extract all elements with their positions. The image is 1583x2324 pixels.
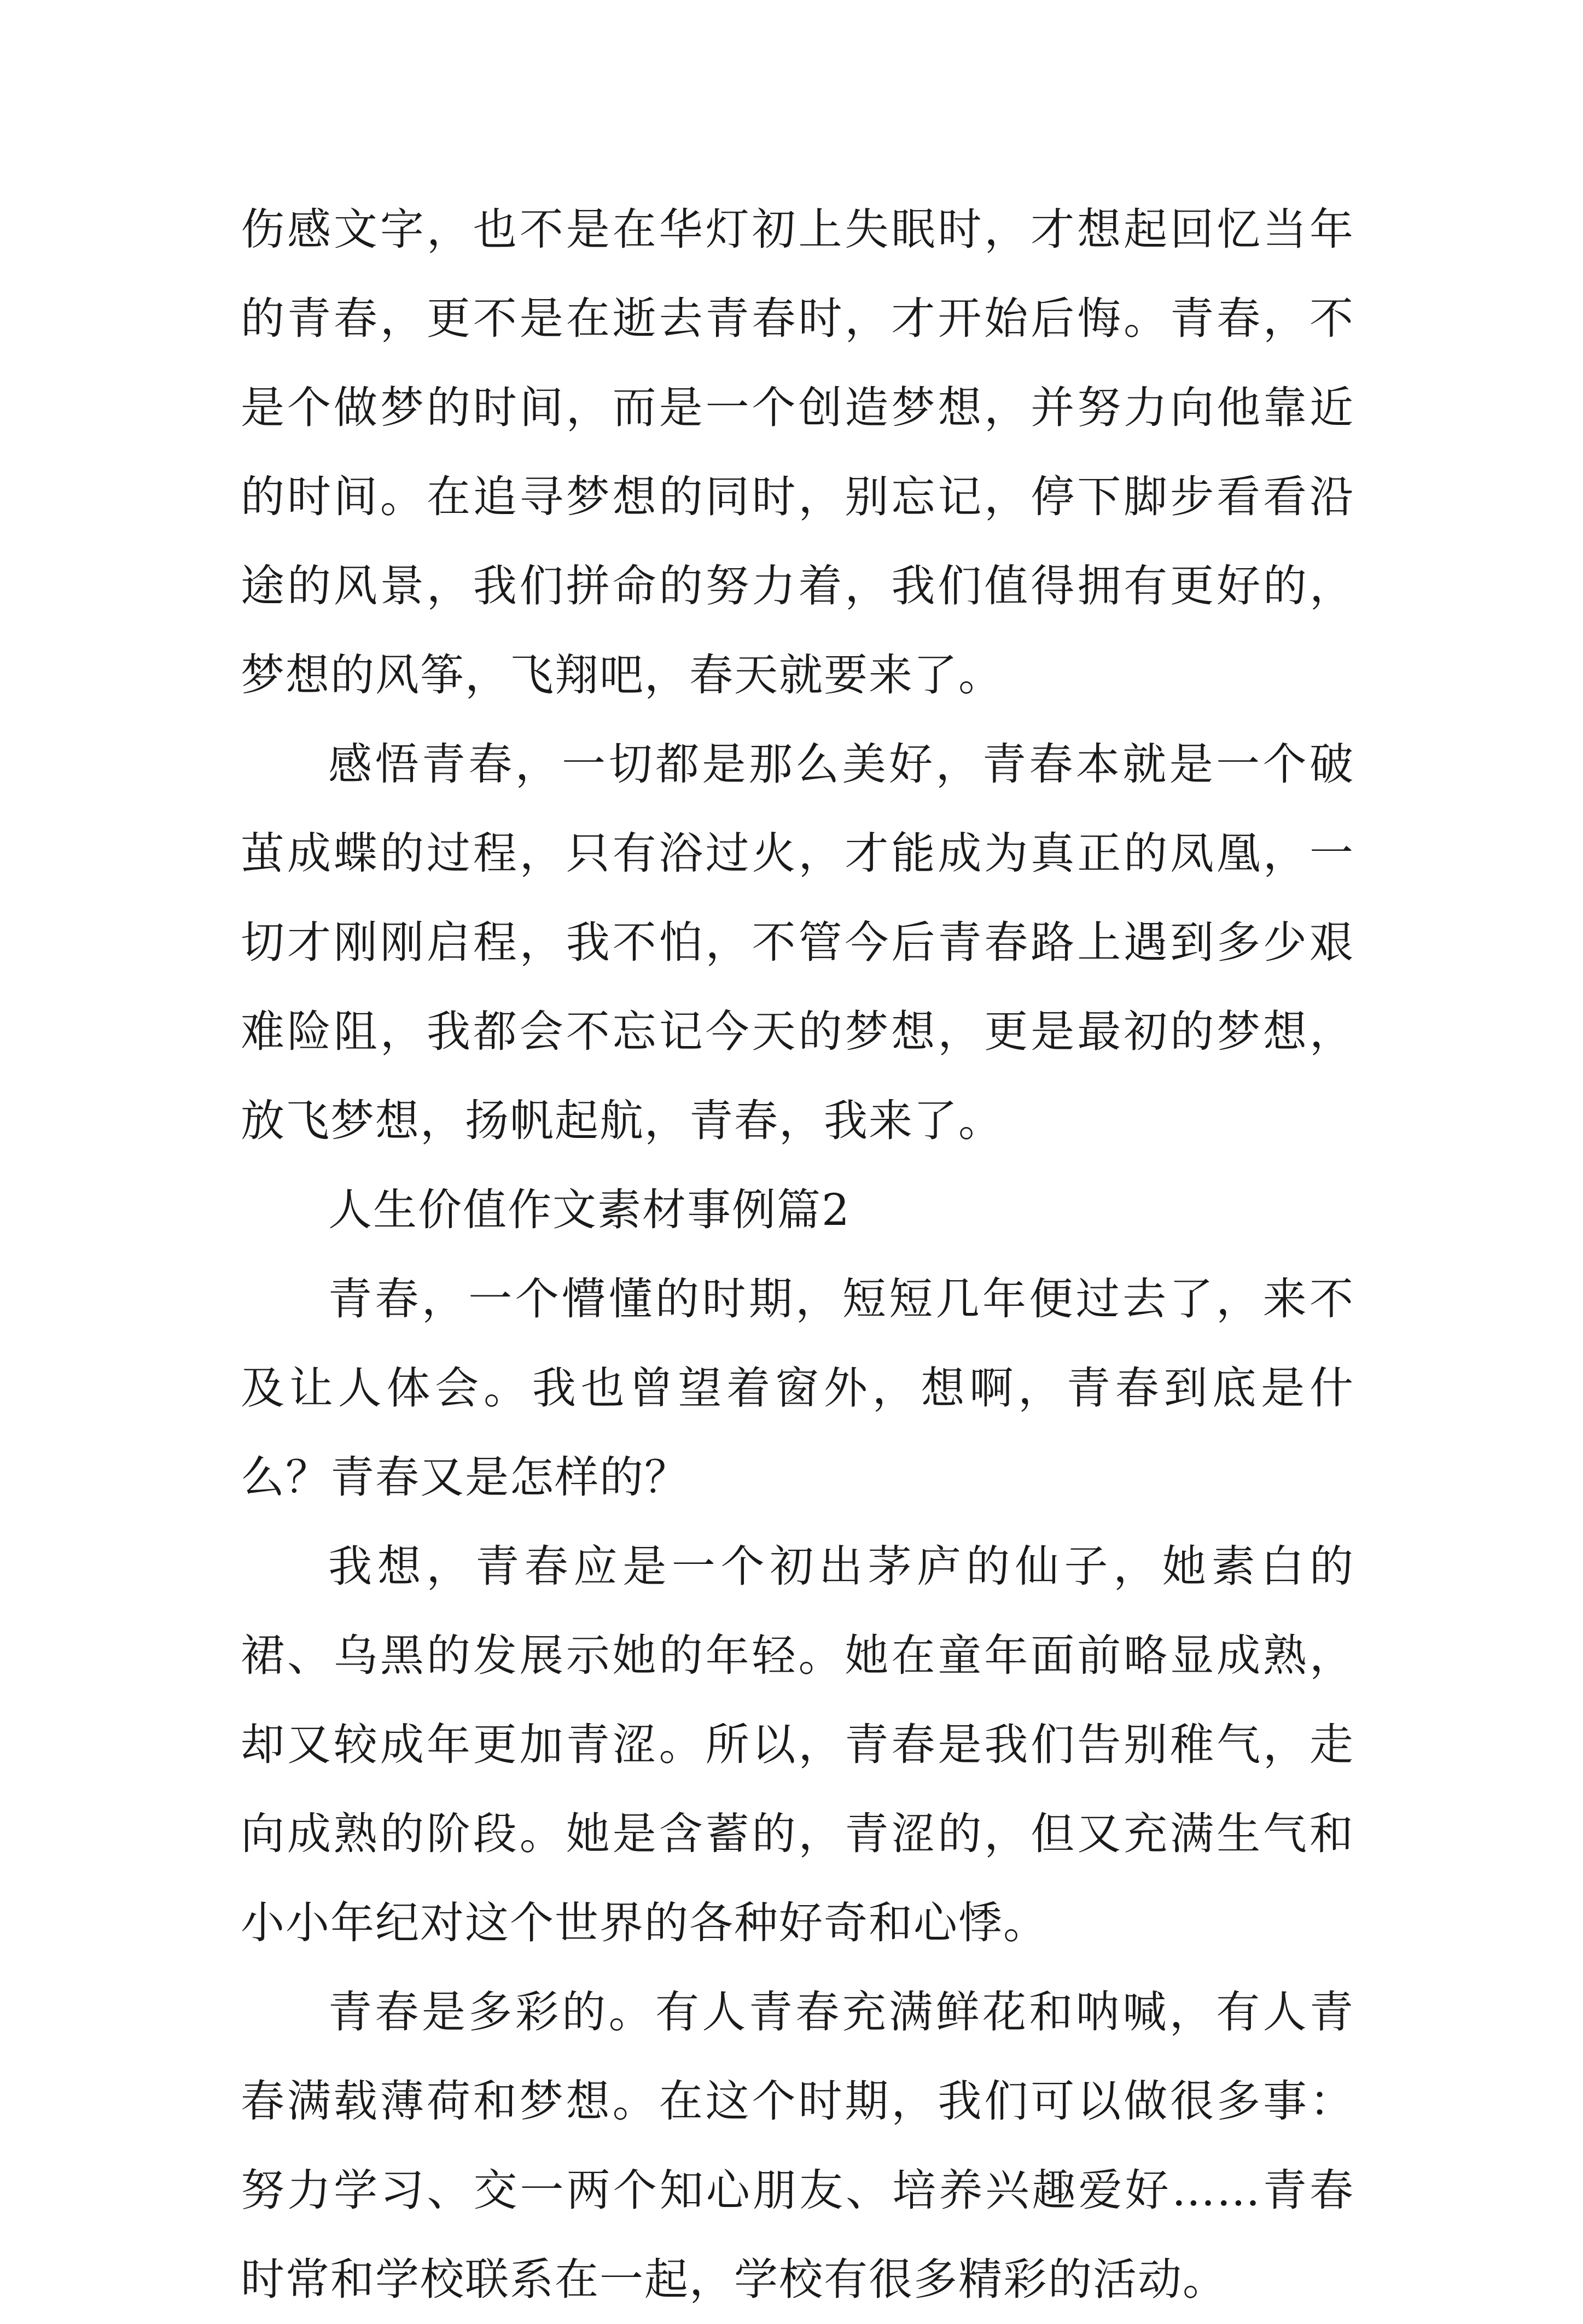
section-heading: 人生价值作文素材事例篇2	[328, 1184, 851, 1235]
paragraph-youth-question: 青春，一个懵懂的时期，短短几年便过去了，来不及让人体会。我也曾望着窗外，想啊，青春到底是什么？青春又是怎样的？	[241, 1274, 1354, 1503]
paragraph-youth-colorful: 青春是多彩的。有人青春充满鲜花和呐喊，有人青春满载薄荷和梦想。在这个时期，我们可以做很多事：努力学习、交一两个知心朋友、培养兴趣爱好……青春时常和学校联系在一起，学校有很多精彩的活动。	[241, 1987, 1354, 2305]
paragraph-continuation: 伤感文字，也不是在华灯初上失眠时，才想起回忆当年的青春，更不是在逝去青春时，才开始后悔。青春，不是个做梦的时间，而是一个创造梦想，并努力向他靠近的时间。在追寻梦想的同时，别忘记，停下脚步看看沿途的风景，我们拼命的努力着，我们值得拥有更好的，梦想的风筝，飞翔吧，春天就要来了。	[241, 204, 1354, 700]
paragraph-youth-reflection: 感悟青春，一切都是那么美好，青春本就是一个破茧成蝶的过程，只有浴过火，才能成为真正的凤凰，一切才刚刚启程，我不怕，不管今后青春路上遇到多少艰难险阻，我都会不忘记今天的梦想，更是最初的梦想，放飞梦想，扬帆起航，青春，我来了。	[241, 739, 1354, 1146]
document-body	[241, 185, 1354, 2324]
paragraph-youth-fairy: 我想，青春应是一个初出茅庐的仙子，她素白的裙、乌黑的发展示她的年轻。她在童年面前略显成熟，却又较成年更加青涩。所以，青春是我们告别稚气，走向成熟的阶段。她是含蓄的，青涩的，但又充满生气和小小年纪对这个世界的各种好奇和心悸。	[241, 1541, 1354, 1948]
